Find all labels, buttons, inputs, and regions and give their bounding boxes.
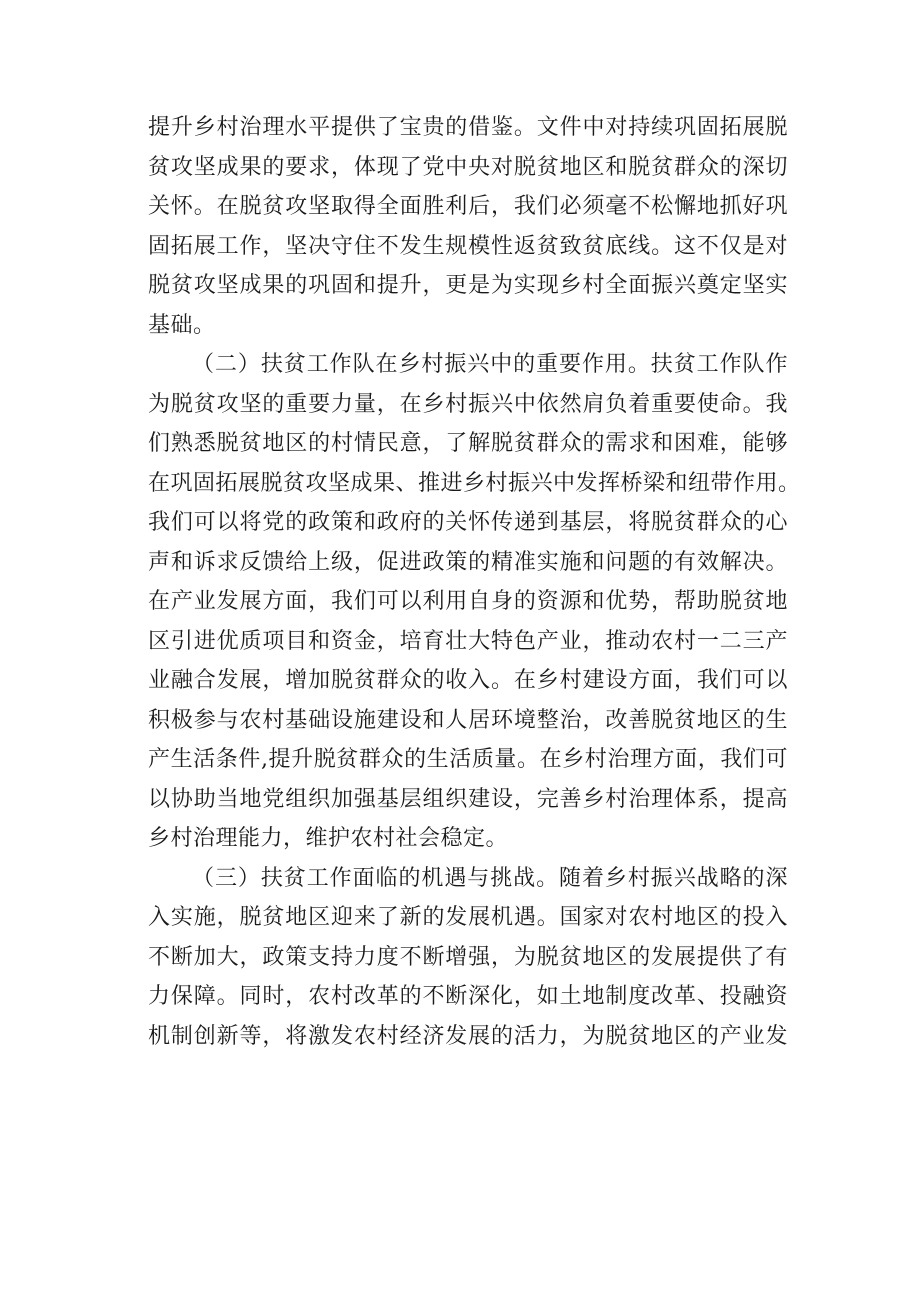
paragraph-3	[148, 859, 788, 1057]
paragraph-line: 业融合发展，增加脱贫群众的收入。在乡村建设方面，我们可以	[148, 668, 788, 693]
paragraph-line: 贫攻坚成果的要求，体现了党中央对脱贫地区和脱贫群众的深切	[148, 154, 788, 180]
paragraph-line: 入实施，脱贫地区迎来了新的发展机遇。国家对农村地区的投入	[148, 905, 788, 930]
paragraph-line: 以协助当地党组织加强基层组织建设，完善乡村治理体系，提高	[148, 786, 788, 812]
paragraph-line: 们熟悉脱贫地区的村情民意，了解脱贫群众的需求和困难，能够	[148, 431, 788, 456]
paragraph-line: 乡村治理能力，维护农村社会稳定。	[148, 826, 509, 851]
paragraph-line: 我们可以将党的政策和政府的关怀传递到基层，将脱贫群众的心	[148, 510, 788, 535]
paragraph-line: 区引进优质项目和资金，培育壮大特色产业，推动农村一二三产	[148, 628, 788, 654]
paragraph-2	[148, 345, 801, 859]
paragraph-line: （三）扶贫工作面临的机遇与挑战。随着乡村振兴战略的深	[192, 865, 788, 891]
paragraph-line: 积极参与农村基础设施建设和人居环境整治，改善脱贫地区的生	[148, 707, 788, 733]
paragraph-line: 基础。	[148, 312, 216, 338]
paragraph-line: 关怀。在脱贫攻坚取得全面胜利后，我们必须毫不松懈地抓好巩	[148, 194, 788, 219]
paragraph-1	[148, 108, 788, 345]
paragraph-line: 在产业发展方面，我们可以利用自身的资源和优势，帮助脱贫地	[148, 589, 788, 614]
paragraph-line: 产生活条件,提升脱贫群众的生活质量。在乡村治理方面，我们可	[148, 747, 788, 772]
paragraph-line: 机制创新等，将激发农村经济发展的活力，为脱贫地区的产业发	[148, 1023, 788, 1049]
paragraph-line: 力保障。同时，农村改革的不断深化，如土地制度改革、投融资	[148, 984, 788, 1009]
paragraph-line: 在巩固拓展脱贫攻坚成果、推进乡村振兴中发挥桥梁和纽带作用。	[148, 470, 801, 496]
paragraph-line: （二）扶贫工作队在乡村振兴中的重要作用。扶贫工作队作	[192, 352, 788, 377]
paragraph-line: 提升乡村治理水平提供了宝贵的借鉴。文件中对持续巩固拓展脱	[148, 115, 788, 140]
paragraph-line: 固拓展工作，坚决守住不发生规模性返贫致贫底线。这不仅是对	[148, 233, 788, 259]
document-body	[148, 108, 801, 1056]
paragraph-line: 脱贫攻坚成果的巩固和提升，更是为实现乡村全面振兴奠定坚实	[148, 273, 788, 298]
paragraph-line: 为脱贫攻坚的重要力量，在乡村振兴中依然肩负着重要使命。我	[148, 391, 788, 417]
paragraph-line: 声和诉求反馈给上级，促进政策的精准实施和问题的有效解决。	[148, 549, 788, 575]
paragraph-line: 不断加大，政策支持力度不断增强，为脱贫地区的发展提供了有	[148, 944, 788, 970]
